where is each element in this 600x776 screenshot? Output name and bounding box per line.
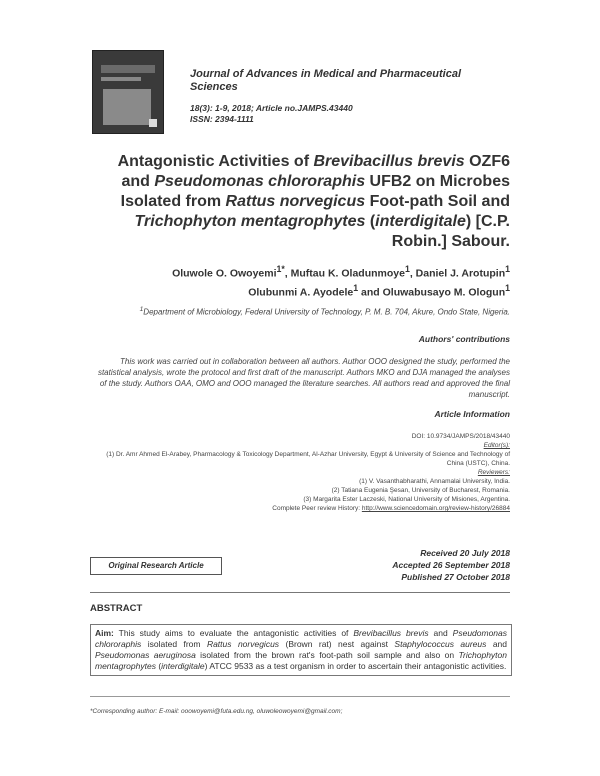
journal-citation: 18(3): 1-9, 2018; Article no.JAMPS.43440 [190,103,353,113]
footnote-divider [90,696,510,697]
received-date: Received 20 July 2018 [420,548,510,558]
article-title: Antagonistic Activities of Brevibacillus brevis OZF6 and Pseudomonas chlororaphis UFB2 on Microbes Isolated from Rattus norvegicus Foot-path Soil and Trichophyton mentagrophytes (interdigitale) [C.P. Robin.] Sabour. [117,153,510,250]
review-history-link[interactable]: http://www.sciencedomain.org/review-history/26884 [361,505,510,512]
cover-logo [149,119,157,127]
abstract-aim-label: Aim: [95,628,114,638]
author-name: , Muftau K. Oladunmoye [284,267,405,280]
author-name: , Daniel J. Arotupin [409,267,506,280]
doi: DOI: 10.9734/JAMPS/2018/43440 [411,433,510,440]
abstract-heading: ABSTRACT [90,603,143,614]
journal-citation-block [190,103,353,125]
article-info-block [90,432,510,513]
author-affiliation: $^1$Department of Microbiology, Federal University of Technology, P. M. B. 704, Akure, Ondo State, Nigeria. [139,306,510,317]
article-dates [300,547,510,583]
journal-cover-image [92,50,164,134]
editor-entry: (1) Dr. Amr Ahmed El-Arabey, Pharmacology & Toxicology Department, Al-Azhar University, Egypt & University of Science and Technology of China (USTC), China. [106,451,510,467]
article-info-heading: Article Information [434,409,510,419]
published-date: Published 27 October 2018 [401,572,510,582]
accepted-date: Accepted 26 September 2018 [392,560,510,570]
cover-subtitle-band [101,77,141,81]
article-type-badge: Original Research Article [90,557,222,575]
author-list: Oluwole O. Owoyemi$^{1*}$, Muftau K. Oladunmoye$^1$, Daniel J. Arotupin$^1$ Olubunmi A. Ayodele$^1$ and Oluwabusayo M. Ologun$^1$ [172,264,510,298]
abstract-box: Aim: This study aims to evaluate the antagonistic activities of Brevibacillus brevis and Pseudomonas chlororaphis isolated from Rattus norvegicus (Brown rat) nest against Staphylococcus aureus and Pseudomonas aeruginosa isolated from the brown rat's foot-path soil sample and also on Trichophyton mentagrophytes (interdigitale) ATCC 9533 as a test organism in order to ascertain their antagonistic activities. [90,624,512,676]
contributions-text: This work was carried out in collaboration between all authors. Author OOO designed the study, performed the statistical analysis, wrote the protocol and first draft of the manuscript. Authors MKO and DJA managed the analyses of the study. Authors OAA, OMO and OOO managed the literature searches. All authors read and approved the final manuscript. [97,357,510,399]
reviewers-label: Reviewers: [477,469,510,476]
cover-panel [103,89,151,125]
reviewer-entry: (2) Tatiana Eugenia Şesan, University of Bucharest, Romania. [331,487,510,494]
reviewer-entry: (1) V. Vasanthabharathi, Annamalai University, India. [359,478,510,485]
reviewer-entry: (3) Margarita Ester Laczeski, National University of Misiones, Argentina. [303,496,510,503]
author-name: Olubunmi A. Ayodele [248,286,354,298]
review-history-label: Complete Peer review History: [272,505,362,512]
journal-name: Journal of Advances in Medical and Pharmaceutical Sciences [190,68,462,93]
author-name: Oluwole O. Owoyemi [172,267,277,280]
author-name: and Oluwabusayo M. Ologun [358,286,506,298]
journal-issn: ISSN: 2394-1111 [190,114,254,124]
contributions-heading: Authors' contributions [418,334,510,344]
corresponding-author-footnote: *Corresponding author: E-mail: ooowoyemi@futa.edu.ng, oluwoleowoyemi@gmail.com; [90,708,343,715]
editors-label: Editor(s): [483,442,510,449]
divider [90,592,510,593]
cover-title-band [101,65,155,73]
